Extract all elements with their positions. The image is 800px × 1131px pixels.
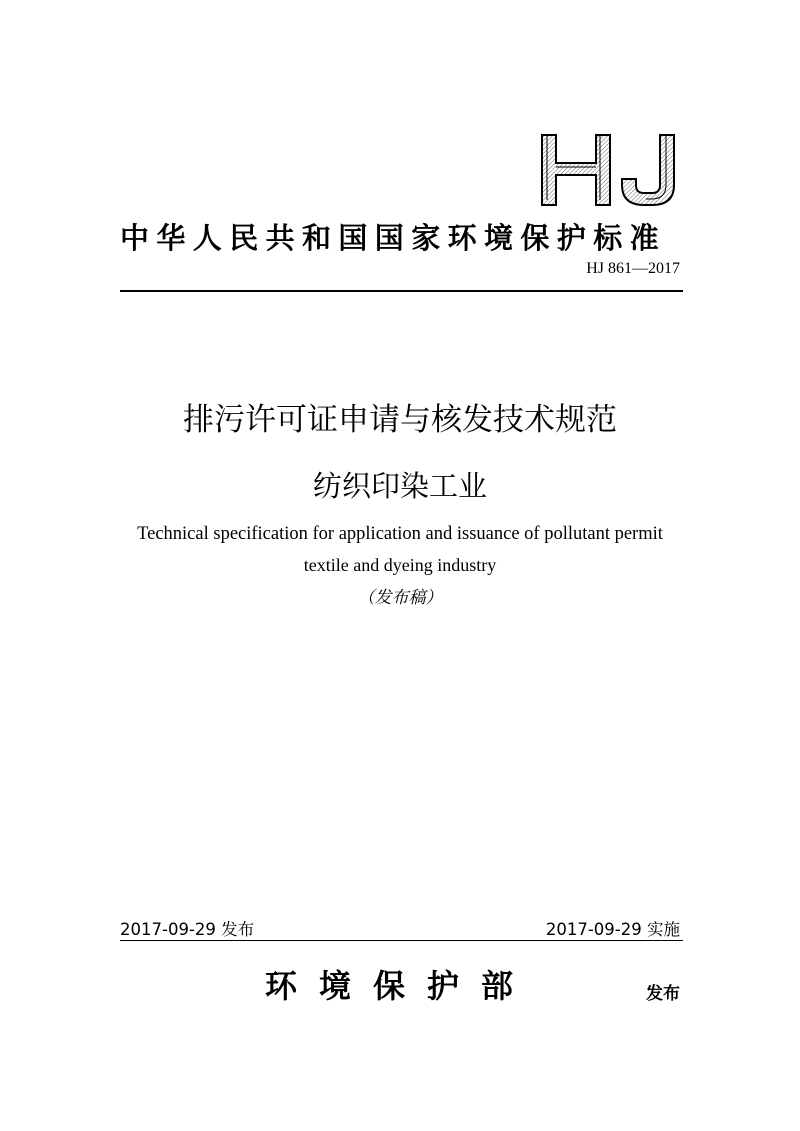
implement-date: 2017-09-29 实施	[545, 920, 680, 939]
footer-divider	[120, 940, 683, 941]
draft-note: （发布稿）	[357, 588, 443, 608]
standard-category: 中华人民共和国国家环境保护标准	[120, 221, 667, 255]
hj-logo	[538, 133, 683, 207]
standard-code: HJ 861—2017	[586, 260, 680, 277]
publish-label: 发布	[646, 984, 680, 1004]
header-divider	[120, 290, 683, 292]
document-subtitle-en: textile and dyeing industry	[303, 555, 497, 575]
logo-letter-j	[622, 135, 674, 205]
issue-date: 2017-09-29 发布	[120, 920, 255, 939]
issuing-authority: 环境保护部	[265, 967, 536, 1005]
document-title-cn: 排污许可证申请与核发技术规范	[183, 402, 617, 438]
document-title-en: Technical specification for application and issuance of pollutant permit	[137, 524, 663, 544]
document-subtitle-cn: 纺织印染工业	[312, 469, 487, 503]
logo-letter-h	[542, 135, 610, 205]
